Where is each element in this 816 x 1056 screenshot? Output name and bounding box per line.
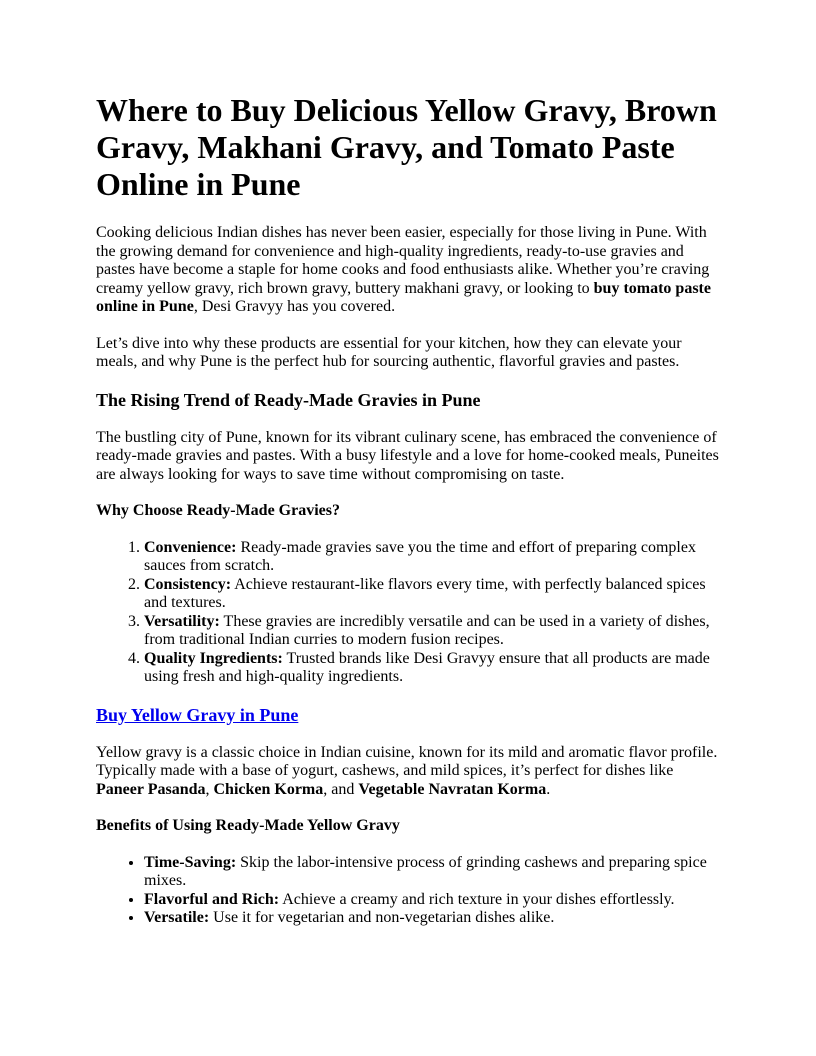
intro-text-a: Cooking delicious Indian dishes has never been easier, especially for those living in Pune. With the growing demand for convenience and high-quality ingredients, ready-to-use gravies and pastes have become a staple for home cooks and food enthusiasts alike. Whether you’re craving creamy yellow gravy, rich brown gravy, buttery makhani gravy, or looking to (96, 224, 710, 297)
dish-name: Chicken Korma (213, 780, 324, 798)
benefits-heading: Benefits of Using Ready-Made Yellow Gravy (96, 817, 400, 834)
separator: , and (323, 780, 359, 798)
list-item (144, 909, 722, 928)
intro-paragraph (96, 224, 722, 317)
benefit-label: Versatile: (144, 909, 210, 926)
benefits-list (96, 854, 722, 928)
reason-label: Quality Ingredients: (144, 649, 283, 667)
intro-bold-keyword: buy tomato paste online in Pune (96, 279, 711, 315)
document-page (96, 92, 722, 928)
dish-name: Vegetable Navratan Korma (358, 780, 547, 798)
list-item (144, 576, 722, 613)
intro-paragraph-2: Let’s dive into why these products are essential for your kitchen, how they can elevate your meals, and why Pune is the perfect hub for sourcing authentic, flavorful gravies and pastes. (96, 334, 682, 370)
yellow-text: Yellow gravy is a classic choice in Indian cuisine, known for its mild and aromatic flavor profile. Typically made with a base of yogurt, cashews, and mild spices, it’s perfect for dishes like (96, 743, 718, 779)
trend-paragraph: The bustling city of Pune, known for its vibrant culinary scene, has embraced the convenience of ready-made gravies and pastes. With a busy lifestyle and a love for home-cooked meals, Puneites are always looking for ways to save time without compromising on taste. (96, 428, 719, 483)
separator: . (546, 780, 551, 798)
list-item (144, 854, 722, 891)
intro-text-b: , Desi Gravyy has you covered. (193, 298, 396, 315)
reason-text: Achieve restaurant-like flavors every time, with perfectly balanced spices and textures. (144, 575, 706, 611)
separator: , (205, 780, 214, 798)
reason-label: Consistency: (144, 575, 232, 593)
list-item (144, 539, 722, 576)
benefit-text: Use it for vegetarian and non-vegetarian dishes alike. (209, 909, 555, 926)
list-item (144, 613, 722, 650)
trend-heading: The Rising Trend of Ready-Made Gravies in Pune (96, 389, 481, 410)
reason-text: Trusted brands like Desi Gravyy ensure that all products are made using fresh and high-quality ingredients. (144, 649, 710, 685)
reason-label: Versatility: (144, 612, 220, 630)
reason-text: Ready-made gravies save you the time and effort of preparing complex sauces from scratch. (144, 538, 696, 574)
benefit-text: Skip the labor-intensive process of grinding cashews and preparing spice mixes. (144, 853, 707, 889)
dish-name: Paneer Pasanda (96, 780, 206, 798)
list-item (144, 650, 722, 687)
reasons-list (96, 539, 722, 687)
page-title: Where to Buy Delicious Yellow Gravy, Brown Gravy, Makhani Gravy, and Tomato Paste Online in Pune (96, 92, 717, 202)
benefit-text: Achieve a creamy and rich texture in your dishes effortlessly. (279, 890, 675, 908)
benefit-label: Flavorful and Rich: (144, 890, 280, 908)
why-choose-heading: Why Choose Ready-Made Gravies? (96, 502, 340, 519)
list-item (144, 891, 722, 910)
reason-text: These gravies are incredibly versatile and can be used in a variety of dishes, from traditional Indian curries to modern fusion recipes. (144, 612, 710, 648)
reason-label: Convenience: (144, 538, 237, 556)
buy-yellow-gravy-link[interactable]: Buy Yellow Gravy in Pune (96, 704, 299, 725)
yellow-gravy-paragraph (96, 744, 722, 800)
benefit-label: Time-Saving: (144, 853, 237, 871)
yellow-gravy-heading (96, 705, 722, 726)
